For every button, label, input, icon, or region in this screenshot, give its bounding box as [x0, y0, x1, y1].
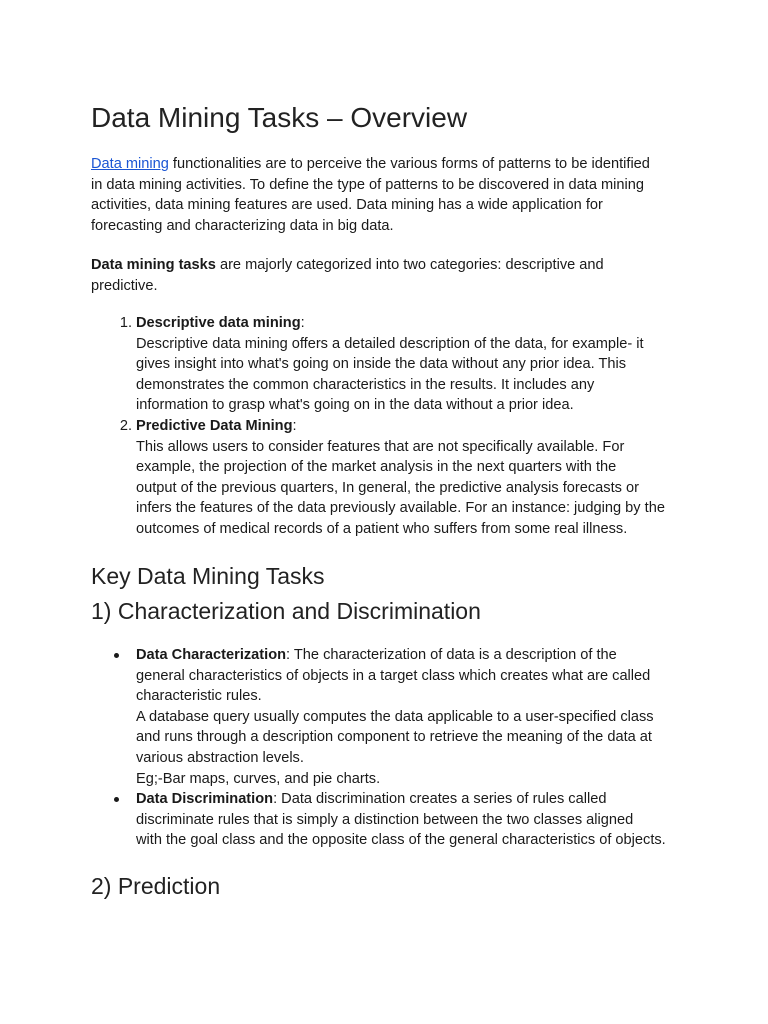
- page-title: Data Mining Tasks – Overview: [91, 102, 468, 133]
- list-item-colon: :: [292, 418, 297, 434]
- bullet-item-line: and runs through a description component to retrieve the meaning of the data at: [136, 729, 652, 746]
- section-heading-characterization: 1) Characterization and Discrimination: [91, 598, 481, 624]
- bullet-list-item: [136, 645, 684, 789]
- categories-line-2: predictive.: [91, 277, 158, 294]
- list-item-colon: :: [300, 315, 305, 331]
- intro-line-3: activities, data mining features are used. Data mining has a wide application for: [91, 197, 603, 214]
- bullet-icon: [114, 653, 119, 658]
- list-item-line: outcomes of medical records of a patient who suffers from some real illness.: [136, 520, 628, 537]
- intro-line-1: functionalities are to perceive the various forms of patterns to be identified: [168, 156, 650, 172]
- list-item-line: infers the features of the data previously available. For an instance: judging by the: [136, 500, 665, 517]
- bullet-item-line: Eg;-Bar maps, curves, and pie charts.: [136, 770, 381, 787]
- list-item-line: demonstrates the common characteristics in the results. It includes any: [136, 376, 595, 393]
- bullet-item-first-line: : Data discrimination creates a series of rules called: [273, 791, 607, 807]
- section-heading-key-tasks: Key Data Mining Tasks: [91, 563, 325, 589]
- list-item-line: gives insight into what's going on inside the data without any prior idea. This: [136, 356, 627, 373]
- categories-bold: Data mining tasks: [91, 257, 216, 273]
- bullet-list-item: [136, 789, 684, 851]
- list-item-line: example, the projection of the market analysis in the next quarters with the: [136, 459, 617, 476]
- intro-line-4: forecasting and characterizing data in big data.: [91, 217, 394, 234]
- list-item-line: information to grasp what's going on in the data without a prior idea.: [136, 397, 574, 414]
- list-number: 1.: [119, 315, 132, 331]
- bullet-item-line: various abstraction levels.: [136, 749, 304, 766]
- intro-line-2: in data mining activities. To define the type of patterns to be discovered in data mining: [91, 176, 645, 193]
- ordered-list-item: [119, 313, 684, 416]
- bullet-item-heading: Data Characterization: [136, 647, 287, 663]
- categories-paragraph: [91, 255, 681, 296]
- list-item-heading: Descriptive data mining: [136, 315, 301, 331]
- list-number: 2.: [119, 418, 132, 434]
- data-mining-link[interactable]: Data mining: [91, 156, 169, 172]
- list-item-line: This allows users to consider features that are not specifically available. For: [136, 438, 625, 455]
- categories-line-1: are majorly categorized into two categories: descriptive and: [215, 257, 604, 273]
- ordered-list-item: [119, 416, 684, 540]
- bullet-item-heading: Data Discrimination: [136, 791, 274, 807]
- bullet-item-first-line: : The characterization of data is a description of the: [286, 647, 617, 663]
- section-heading-prediction: 2) Prediction: [91, 873, 221, 899]
- list-item-line: Descriptive data mining offers a detailed description of the data, for example- it: [136, 335, 644, 352]
- intro-paragraph: [91, 154, 681, 236]
- bullet-item-line: A database query usually computes the data applicable to a user-specified class: [136, 708, 654, 725]
- list-item-line: output of the previous quarters, In general, the predictive analysis forecasts or: [136, 479, 639, 496]
- bullet-icon: [114, 797, 119, 802]
- bullet-item-line: general characteristics of objects in a target class which creates what are called: [136, 667, 651, 684]
- bullet-item-line: discriminate rules that is simply a distinction between the two classes aligned: [136, 811, 634, 828]
- bullet-item-line: with the goal class and the opposite class of the general characteristics of objects.: [136, 832, 666, 849]
- list-item-heading: Predictive Data Mining: [136, 418, 293, 434]
- bullet-item-line: characteristic rules.: [136, 688, 262, 705]
